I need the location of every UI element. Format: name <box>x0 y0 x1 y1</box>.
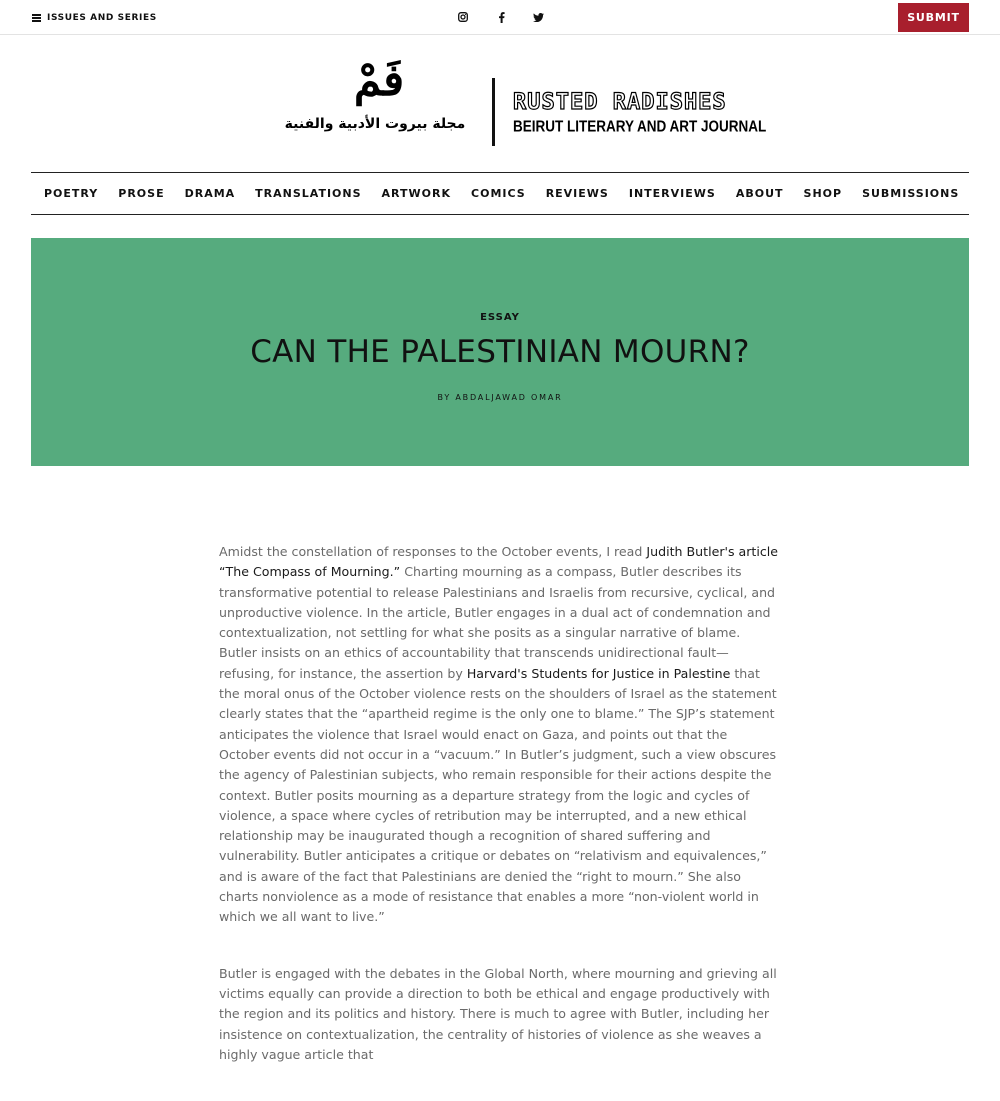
article-title: CAN THE PALESTINIAN MOURN? <box>250 334 750 370</box>
logo-arabic-subtitle: مجلة بيروت الأدبية والفنية <box>284 116 466 132</box>
hamburger-menu-icon <box>32 14 41 22</box>
article-paragraph <box>219 542 779 928</box>
paragraph-text: Charting mourning as a compass, Butler describes its transformative potential to release Palestinians and Israelis from recursive, cyclical, and unproductive violence. In the article, Butler engages in a dual act of condemnation and contextualization, not settling for what she posits as a singular narrative of blame. Butler insists on an ethics of accountability that transcends unidirectional fault—refusing, for instance, the assertion by <box>219 564 776 681</box>
issues-and-series-menu[interactable] <box>32 11 157 25</box>
nav-item-interviews[interactable]: INTERVIEWS <box>628 187 716 200</box>
paragraph-text: Amidst the constellation of responses to the October events, I read <box>219 544 647 559</box>
nav-item-shop[interactable]: SHOP <box>803 187 843 200</box>
logo-divider <box>492 78 495 146</box>
article-byline[interactable]: BY ABDALJAWAD OMAR <box>437 393 563 402</box>
nav-item-translations[interactable]: TRANSLATIONS <box>255 187 362 200</box>
logo-arabic-glyph: فَمْ <box>353 55 405 106</box>
nav-item-prose[interactable]: PROSE <box>118 187 165 200</box>
butler-article-link[interactable]: Judith Butler's article “The Compass of Mourning.” <box>219 544 779 580</box>
paragraph-text: that the moral onus of the October violence rests on the shoulders of Israel as the statement clearly states that the “apartheid regime is the only one to blame.” The SJP’s statement anticipates the violence that Israel would enact on Gaza, and points out that the October events did not occur in a “vacuum.” In Butler’s judgment, such a view obscures the agency of Palestinian subjects, who remain responsible for their actions despite the context. Butler posits mourning as a departure strategy from the logic and cycles of violence, a space where cycles of retribution may be interrupted, and a new ethical relationship may be inaugurated though a recognition of shared suffering and vulnerability. Butler anticipates a critique or debates on “relativism and equivalences,” and is aware of the fact that Palestinians are denied the “right to mourn.” She also charts nonviolence as a mode of resistance that enables a more “non-violent world in which we all want to live.” <box>219 665 777 925</box>
article-paragraph: Butler is engaged with the debates in the Global North, where mourning and grieving all victims equally can provide a direction to both be ethical and engage productively with the region and its politics and history. There is much to agree with Butler, including her insistence on contextualization, the centrality of histories of violence as she weaves a highly vague article that <box>219 965 777 1062</box>
nav-item-about[interactable]: ABOUT <box>735 187 784 200</box>
issues-and-series-label: ISSUES AND SERIES <box>47 13 157 23</box>
submit-button[interactable]: SUBMIT <box>898 3 969 32</box>
article-category[interactable]: ESSAY <box>480 312 520 323</box>
facebook-icon[interactable] <box>494 10 508 24</box>
article-hero <box>31 238 969 466</box>
nav-item-artwork[interactable]: ARTWORK <box>381 187 452 200</box>
logo-subtitle: BEIRUT LITERARY AND ART JOURNAL <box>513 117 767 136</box>
nav-item-drama[interactable]: DRAMA <box>184 187 236 200</box>
site-logo[interactable] <box>270 52 767 152</box>
logo-title: RUSTED RADISHES <box>513 90 727 115</box>
twitter-icon[interactable] <box>531 10 545 24</box>
main-navigation <box>31 172 969 215</box>
harvard-sjp-link[interactable]: Harvard's Students for Justice in Palestine <box>466 665 731 681</box>
nav-item-submissions[interactable]: SUBMISSIONS <box>862 187 960 200</box>
nav-item-poetry[interactable]: POETRY <box>44 187 99 200</box>
instagram-icon[interactable] <box>456 10 470 24</box>
article-body <box>219 542 779 1101</box>
top-bar <box>0 0 1000 35</box>
nav-item-comics[interactable]: COMICS <box>471 187 526 200</box>
nav-item-reviews[interactable]: REVIEWS <box>545 187 609 200</box>
